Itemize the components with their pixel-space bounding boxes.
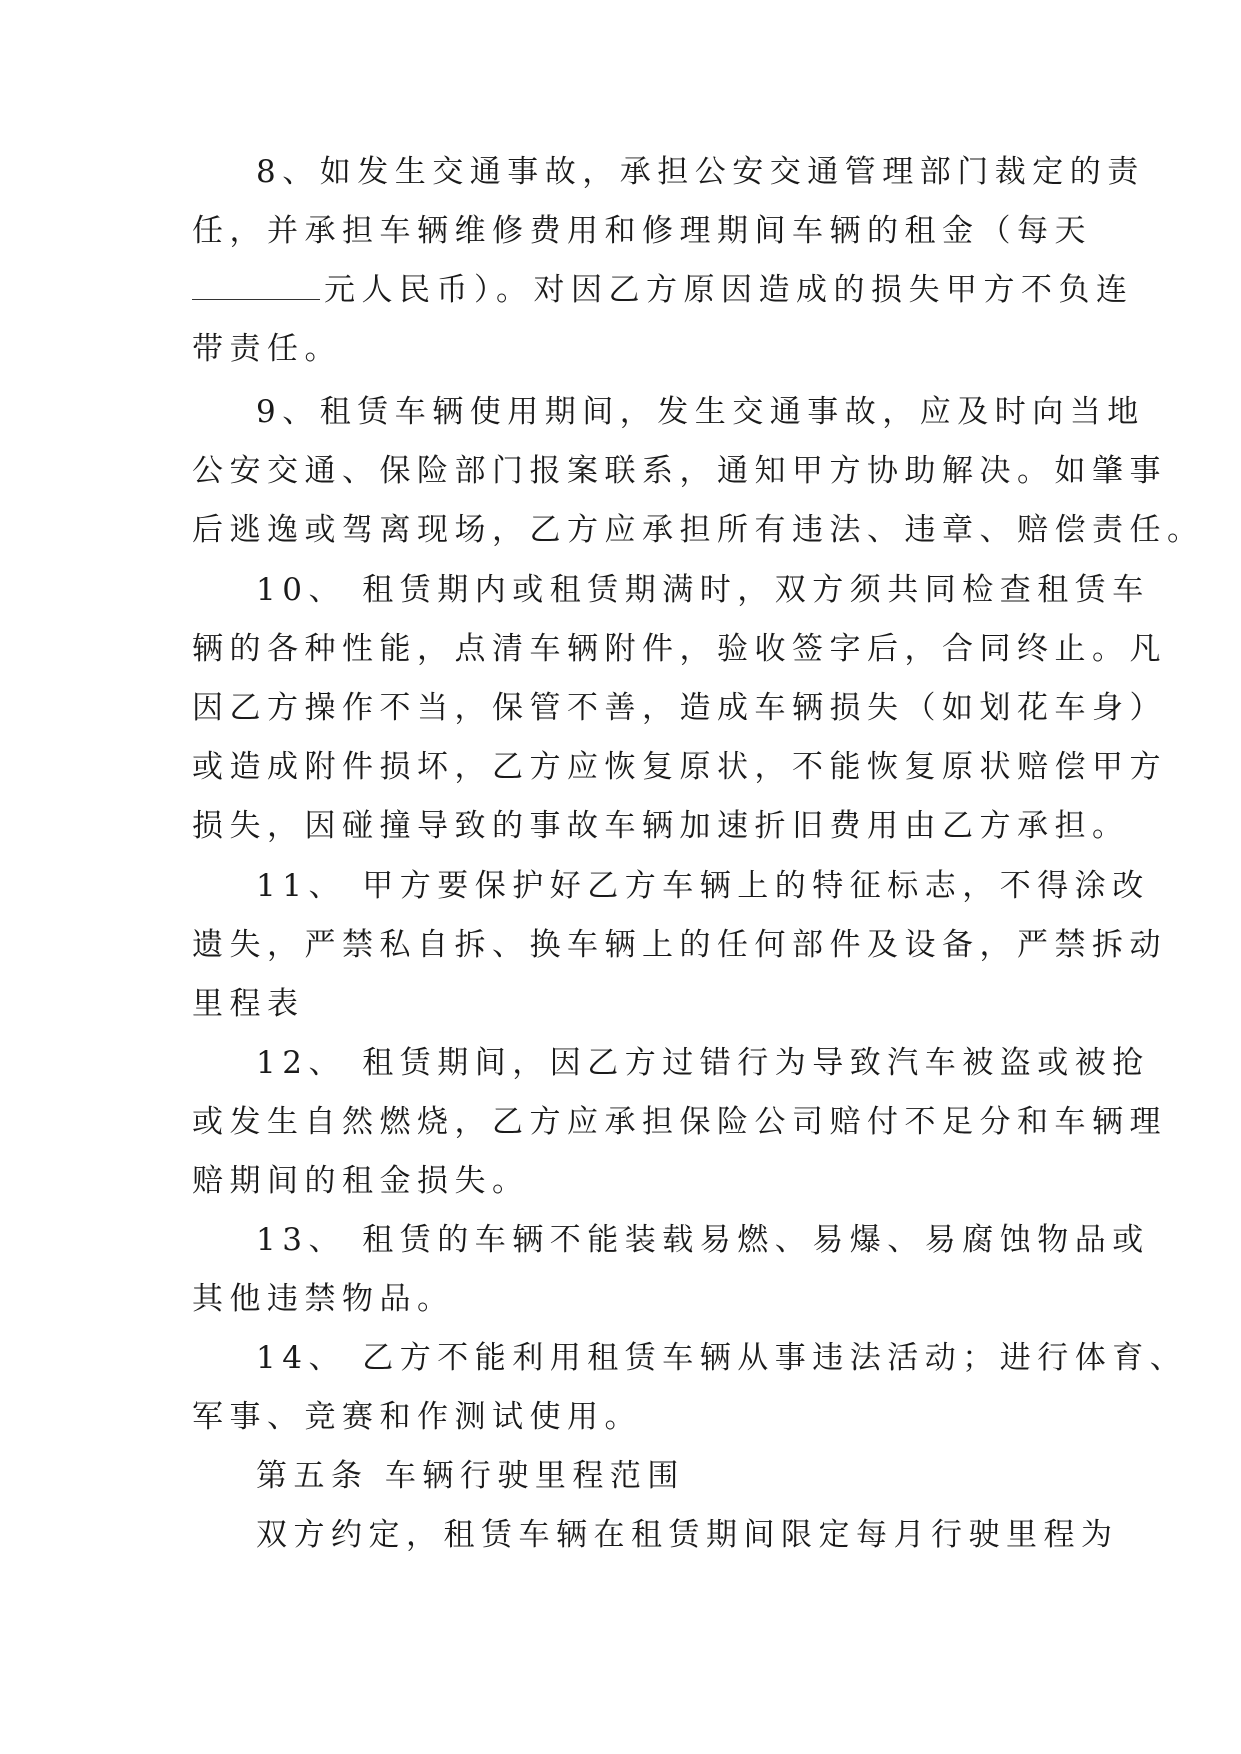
text-line: 赔期间的租金损失。 bbox=[192, 1163, 530, 1199]
text-line: 带责任。 bbox=[192, 331, 342, 367]
text-line: 11、 甲方要保护好乙方车辆上的特征标志，不得涂改 bbox=[256, 868, 1150, 904]
text-line-with-blank bbox=[192, 270, 1134, 310]
text-line: 或造成附件损坏，乙方应恢复原状，不能恢复原状赔偿甲方 bbox=[192, 749, 1167, 785]
text-line: 8、如发生交通事故，承担公安交通管理部门裁定的责 bbox=[256, 154, 1145, 190]
text-line: 军事、竞赛和作测试使用。 bbox=[192, 1399, 642, 1435]
text-line: 9、租赁车辆使用期间，发生交通事故，应及时向当地 bbox=[256, 394, 1145, 430]
section-heading: 第五条 车辆行驶里程范围 bbox=[256, 1458, 685, 1494]
text-line: 遗失，严禁私自拆、换车辆上的任何部件及设备，严禁拆动 bbox=[192, 927, 1167, 963]
text-line: 双方约定，租赁车辆在租赁期间限定每月行驶里程为 bbox=[256, 1517, 1119, 1553]
text-line: 12、 租赁期间，因乙方过错行为导致汽车被盗或被抢 bbox=[256, 1045, 1150, 1081]
text-line: 后逃逸或驾离现场，乙方应承担所有违法、违章、赔偿责任。 bbox=[192, 512, 1205, 548]
text-line: 或发生自然燃烧，乙方应承担保险公司赔付不足分和车辆理 bbox=[192, 1104, 1167, 1140]
text-line: 13、 租赁的车辆不能装载易燃、易爆、易腐蚀物品或 bbox=[256, 1222, 1150, 1258]
text-line: 任，并承担车辆维修费用和修理期间车辆的租金（每天 bbox=[192, 213, 1092, 249]
text-line: 14、 乙方不能利用租赁车辆从事违法活动；进行体育、 bbox=[256, 1340, 1188, 1376]
text-line-remainder: 元人民币）。对因乙方原因造成的损失甲方不负连 bbox=[324, 272, 1134, 308]
text-line: 里程表 bbox=[192, 986, 305, 1022]
text-line: 损失，因碰撞导致的事故车辆加速折旧费用由乙方承担。 bbox=[192, 808, 1130, 844]
fill-in-blank bbox=[192, 271, 320, 300]
text-line: 公安交通、保险部门报案联系，通知甲方协助解决。如肇事 bbox=[192, 453, 1167, 489]
text-line: 辆的各种性能，点清车辆附件，验收签字后，合同终止。凡 bbox=[192, 631, 1167, 667]
text-line: 因乙方操作不当，保管不善，造成车辆损失（如划花车身） bbox=[192, 690, 1167, 726]
text-line: 10、 租赁期内或租赁期满时，双方须共同检查租赁车 bbox=[256, 572, 1150, 608]
text-line: 其他违禁物品。 bbox=[192, 1281, 455, 1317]
